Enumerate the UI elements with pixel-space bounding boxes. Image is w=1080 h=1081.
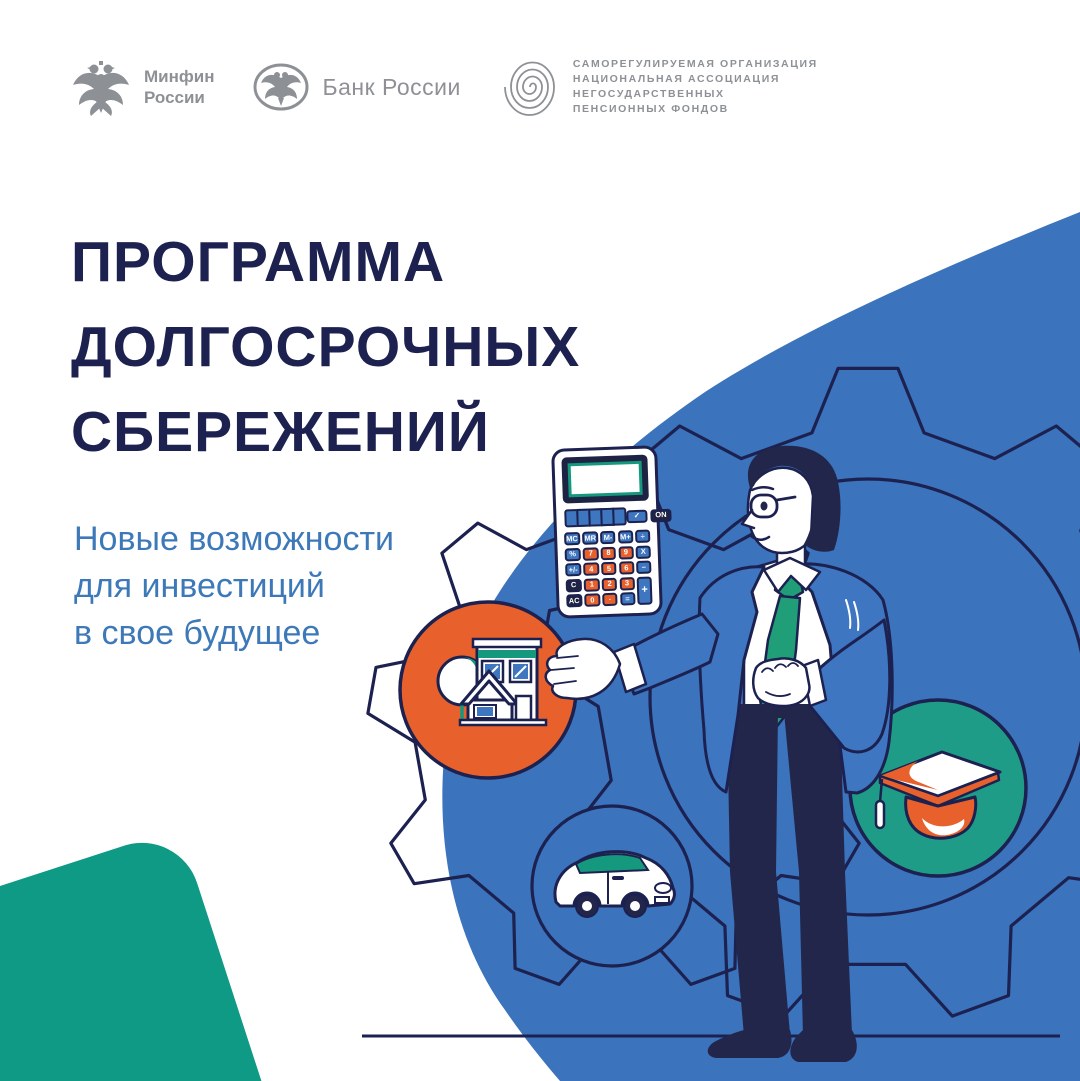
logos-row	[70, 56, 818, 118]
calc-key-on: ON	[650, 508, 671, 522]
car-badge	[532, 806, 692, 966]
calc-key-minus: −	[636, 560, 651, 574]
napf-logo	[499, 56, 818, 118]
calc-key-4: 4	[583, 562, 599, 576]
calc-key-dot: ·	[602, 593, 617, 607]
calc-key-plus: +	[637, 576, 653, 605]
house-badge	[400, 602, 576, 778]
fist-hand	[753, 658, 809, 706]
napf-label: САМОРЕГУЛИРУЕМАЯ ОРГАНИЗАЦИЯ НАЦИОНАЛЬНАЯ АССОЦИАЦИЯ НЕГОСУДАРСТВЕННЫХ ПЕНСИОННЫХ ФОНДОВ	[572, 58, 818, 115]
solar-panel-icon	[564, 507, 627, 527]
calc-key-check: ✓	[626, 509, 647, 523]
subtitle	[74, 516, 394, 657]
calc-key-multiply: X	[636, 545, 651, 559]
calculator-display-frame	[568, 461, 643, 498]
calc-key-sign: +/-	[565, 563, 581, 577]
calc-key-mc: MC	[564, 532, 580, 546]
calc-key-ac: AC	[566, 594, 582, 608]
calc-key-mplus: M+	[618, 530, 633, 544]
calc-key-c: C	[566, 578, 582, 592]
cbr-logo	[252, 62, 460, 112]
subtitle-line: Новые возможности	[74, 520, 395, 558]
minfin-eagle-icon	[70, 57, 132, 117]
calc-key-3: 3	[619, 577, 634, 591]
calculator-keypad	[564, 529, 653, 607]
cbr-eagle-icon	[252, 62, 310, 112]
title-line: СБЕРЕЖЕНИЙ	[71, 400, 490, 465]
calc-key-7: 7	[583, 547, 599, 561]
calc-key-0: 0	[584, 593, 600, 607]
calc-key-equals: =	[620, 592, 635, 606]
minfin-label: Минфин России	[144, 67, 215, 107]
calc-key-mminus: M-	[600, 531, 615, 545]
cbr-label: Банк России	[322, 73, 461, 100]
calc-key-5: 5	[601, 562, 616, 576]
subtitle-line: для инвестиций	[74, 567, 325, 605]
napf-spiral-icon	[499, 56, 561, 118]
calculator-screen	[571, 464, 640, 494]
title-line: ПРОГРАММА	[71, 230, 446, 295]
calc-key-2: 2	[602, 577, 617, 591]
calc-key-divide: ÷	[635, 529, 650, 543]
subtitle-line: в свое будущее	[74, 614, 321, 652]
page-title	[71, 220, 580, 475]
calc-key-6: 6	[619, 561, 634, 575]
calc-key-1: 1	[584, 578, 600, 592]
calc-key-mr: MR	[582, 531, 598, 545]
calc-key-9: 9	[618, 546, 633, 560]
calc-key-8: 8	[601, 546, 616, 560]
calculator-display	[561, 455, 649, 504]
calculator-icon	[551, 445, 667, 619]
title-line: ДОЛГОСРОЧНЫХ	[71, 315, 581, 380]
minfin-logo	[70, 57, 214, 117]
calc-key-percent: %	[565, 547, 581, 561]
